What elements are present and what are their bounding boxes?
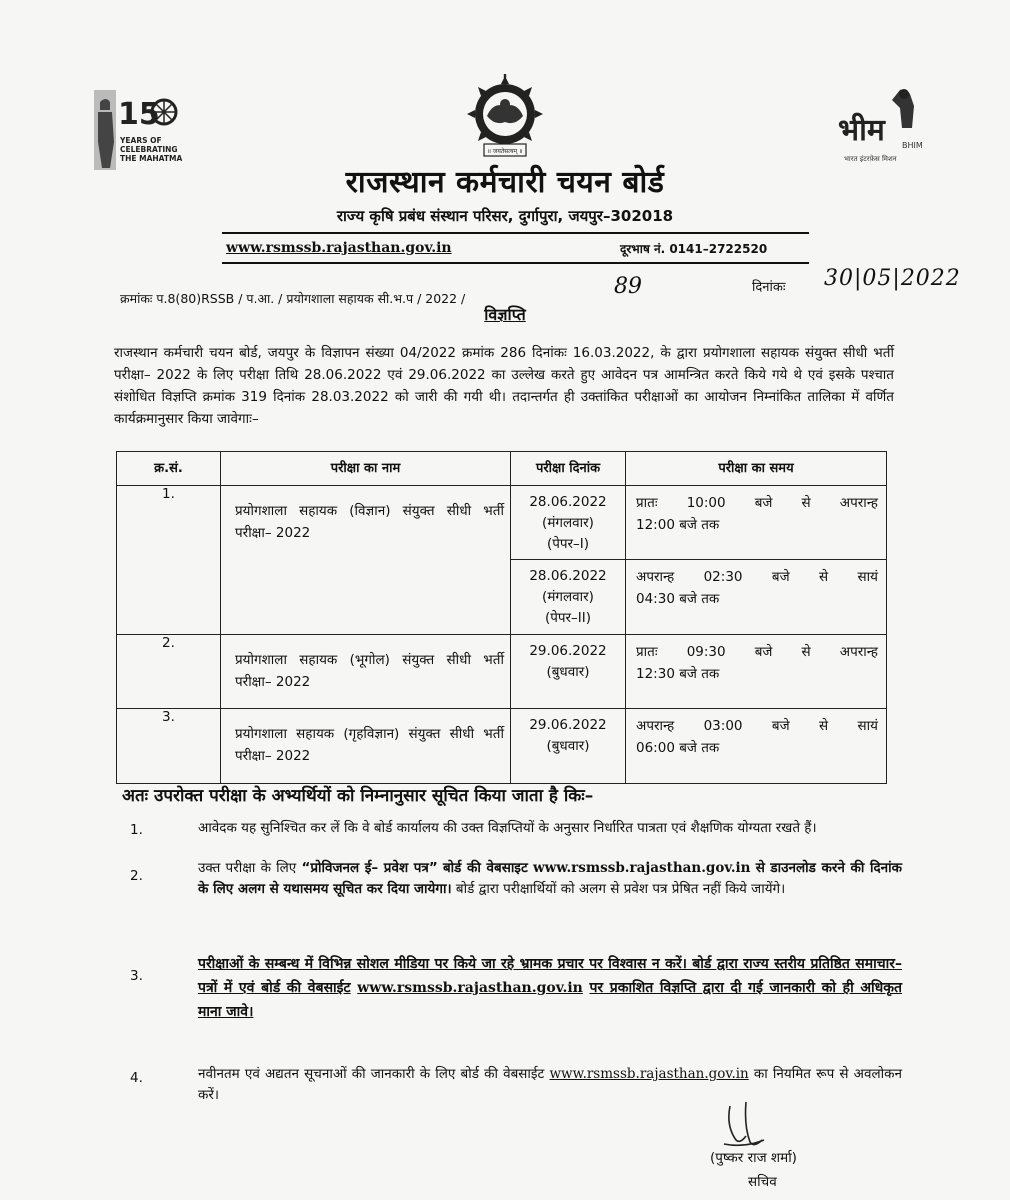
table-header-row	[117, 452, 887, 486]
rsmssb-emblem-logo	[462, 74, 548, 160]
signatory-designation: सचिव	[748, 1174, 777, 1190]
emblem-motto: ॥ जयतेसत्यम् ॥	[487, 148, 523, 155]
bhim-logo	[834, 88, 934, 168]
row-exam-date: 29.06.2022 (बुधवार)	[511, 709, 626, 784]
point-2-website-link[interactable]: www.rsmssb.rajasthan.gov.in	[532, 860, 751, 876]
header-exam-name: परीक्षा का नाम	[221, 452, 511, 486]
row-exam-name: प्रयोगशाला सहायक (गृहविज्ञान) संयुक्त सीधी भर्ती परीक्षा– 2022	[221, 709, 511, 784]
notice-heading: विज्ञप्ति	[484, 305, 526, 324]
signatory-name: (पुष्कर राज शर्मा)	[710, 1150, 797, 1166]
bhim-brand-text: भीम	[838, 113, 885, 148]
date-label: दिनांकः	[752, 280, 786, 295]
header-exam-date: परीक्षा दिनांक	[511, 452, 626, 486]
point-4-number: 4.	[130, 1070, 143, 1086]
row-exam-date: 28.06.2022 (मंगलवार) (पेपर–I)	[511, 486, 626, 560]
svg-text:THE MAHATMA: THE MAHATMA	[120, 154, 182, 163]
table-row	[117, 486, 887, 560]
row-exam-name: प्रयोगशाला सहायक (विज्ञान) संयुक्त सीधी भर्ती परीक्षा– 2022	[221, 486, 511, 635]
svg-text:YEARS OF: YEARS OF	[120, 136, 162, 145]
organization-address: राज्य कृषि प्रबंध संस्थान परिसर, दुर्गापुरा, जयपुर–302018	[336, 207, 674, 225]
row-exam-name: प्रयोगशाला सहायक (भूगोल) संयुक्त सीधी भर्ती परीक्षा– 2022	[221, 635, 511, 709]
intro-paragraph: राजस्थान कर्मचारी चयन बोर्ड, जयपुर के विज्ञापन संख्या 04/2022 क्रमांक 286 दिनांकः 16.03.2022, के द्वारा प्रयोगशाला सहायक संयुक्त सीधी भर्ती परीक्षा– 2022 के लिए परीक्षा तिथि 28.06.2022 एवं 29.06.2022 का उल्लेख करते हुए आवेदन पत्र आमन्त्रित करते किये गये थे एवं इसके पश्चात संशोधित विज्ञप्ति क्रमांक 319 दिनांक 28.03.2022 को जारी की गयी थी। तदान्तर्गत ही उक्तांकित परीक्षाओं का आयोजन निम्नांकित तालिका में वर्णित कार्यक्रमानुसार किया जावेगाः–	[114, 345, 894, 427]
header-serial: क्र.सं.	[117, 452, 221, 486]
row-exam-time: प्रातः 09:30 बजे से अपरान्ह 12:30 बजे तक	[626, 635, 887, 709]
row-exam-time: अपरान्ह 03:00 बजे से सायं 06:00 बजे तक	[626, 709, 887, 784]
header-phone: दूरभाष नं. 0141–2722520	[620, 242, 768, 256]
point-2-text: उक्त परीक्षा के लिए “प्रोविजनल ई– प्रवेश पत्र” बोर्ड की वेबसाइट www.rsmssb.rajasthan.gov.in से डाउनलोड करने की दिनांक के लिए अलग से यथासमय सूचित कर दिया जायेगा। बोर्ड द्वारा परीक्षार्थियों को अलग से प्रवेश पत्र प्रेषित नहीं किये जायेंगे।	[198, 860, 902, 897]
header-exam-time: परीक्षा का समय	[626, 452, 887, 486]
inform-heading: अतः उपरोक्त परीक्षा के अभ्यर्थियों को निम्नानुसार सूचित किया जाता है किः–	[122, 786, 594, 806]
point-3-text: परीक्षाओं के सम्बन्ध में विभिन्न सोशल मीडिया पर किये जा रहे भ्रामक प्रचार पर विश्वास न करें। बोर्ड द्वारा राज्य स्तरीय प्रतिष्ठित समाचार–पत्रों में एवं बोर्ड की वेबसाईट www.rsmssb.rajasthan.gov.in पर प्रकाशित विज्ञप्ति द्वारा दी गई जानकारी को ही अधिकृत माना जावे।	[198, 956, 902, 1020]
table-row	[117, 709, 887, 784]
reference-number: क्रमांकः प.8(80)RSSB / प.आ. / प्रयोगशाला सहायक सी.भ.प / 2022 /	[120, 291, 466, 306]
organization-title: राजस्थान कर्मचारी चयन बोर्ड	[345, 165, 665, 200]
row-exam-time: प्रातः 10:00 बजे से अपरान्ह 12:00 बजे तक	[626, 486, 887, 560]
logo-150-text: 15	[118, 97, 160, 132]
point-1-number: 1.	[130, 822, 143, 838]
handwritten-reference-number: 89	[614, 274, 642, 299]
header-divider-top	[222, 232, 809, 234]
row-exam-time: अपरान्ह 02:30 बजे से सायं 04:30 बजे तक	[626, 560, 887, 635]
table-row	[117, 635, 887, 709]
row-serial: 2.	[117, 635, 221, 709]
row-exam-date: 28.06.2022 (मंगलवार) (पेपर–II)	[511, 560, 626, 635]
point-3-number: 3.	[130, 968, 143, 984]
svg-text:भारत इंटरफ़ेस मिशन: भारत इंटरफ़ेस मिशन	[844, 155, 897, 163]
row-serial: 1.	[117, 486, 221, 635]
point-3-website-link[interactable]: www.rsmssb.rajasthan.gov.in	[357, 980, 583, 996]
point-4-website-link[interactable]: www.rsmssb.rajasthan.gov.in	[549, 1066, 749, 1082]
svg-text:CELEBRATING: CELEBRATING	[120, 145, 178, 154]
point-4-text: नवीनतम एवं अद्यतन सूचनाओं की जानकारी के लिए बोर्ड की वेबसाईट www.rsmssb.rajasthan.gov.in का नियमित रूप से अवलोकन करें।	[198, 1066, 902, 1103]
svg-text:BHIM: BHIM	[902, 141, 923, 150]
header-website-link[interactable]: www.rsmssb.rajasthan.gov.in	[226, 240, 452, 256]
row-exam-date: 29.06.2022 (बुधवार)	[511, 635, 626, 709]
header-divider-bottom	[222, 262, 809, 264]
exam-schedule-table	[116, 451, 887, 784]
row-serial: 3.	[117, 709, 221, 784]
point-1-text: आवेदक यह सुनिश्चित कर लें कि वे बोर्ड कार्यालय की उक्त विज्ञप्तियों के अनुसार निर्धारित पात्रता एवं शैक्षणिक योग्यता रखते हैं।	[198, 820, 817, 836]
handwritten-date: 30|05|2022	[824, 266, 961, 291]
point-2-number: 2.	[130, 868, 143, 884]
